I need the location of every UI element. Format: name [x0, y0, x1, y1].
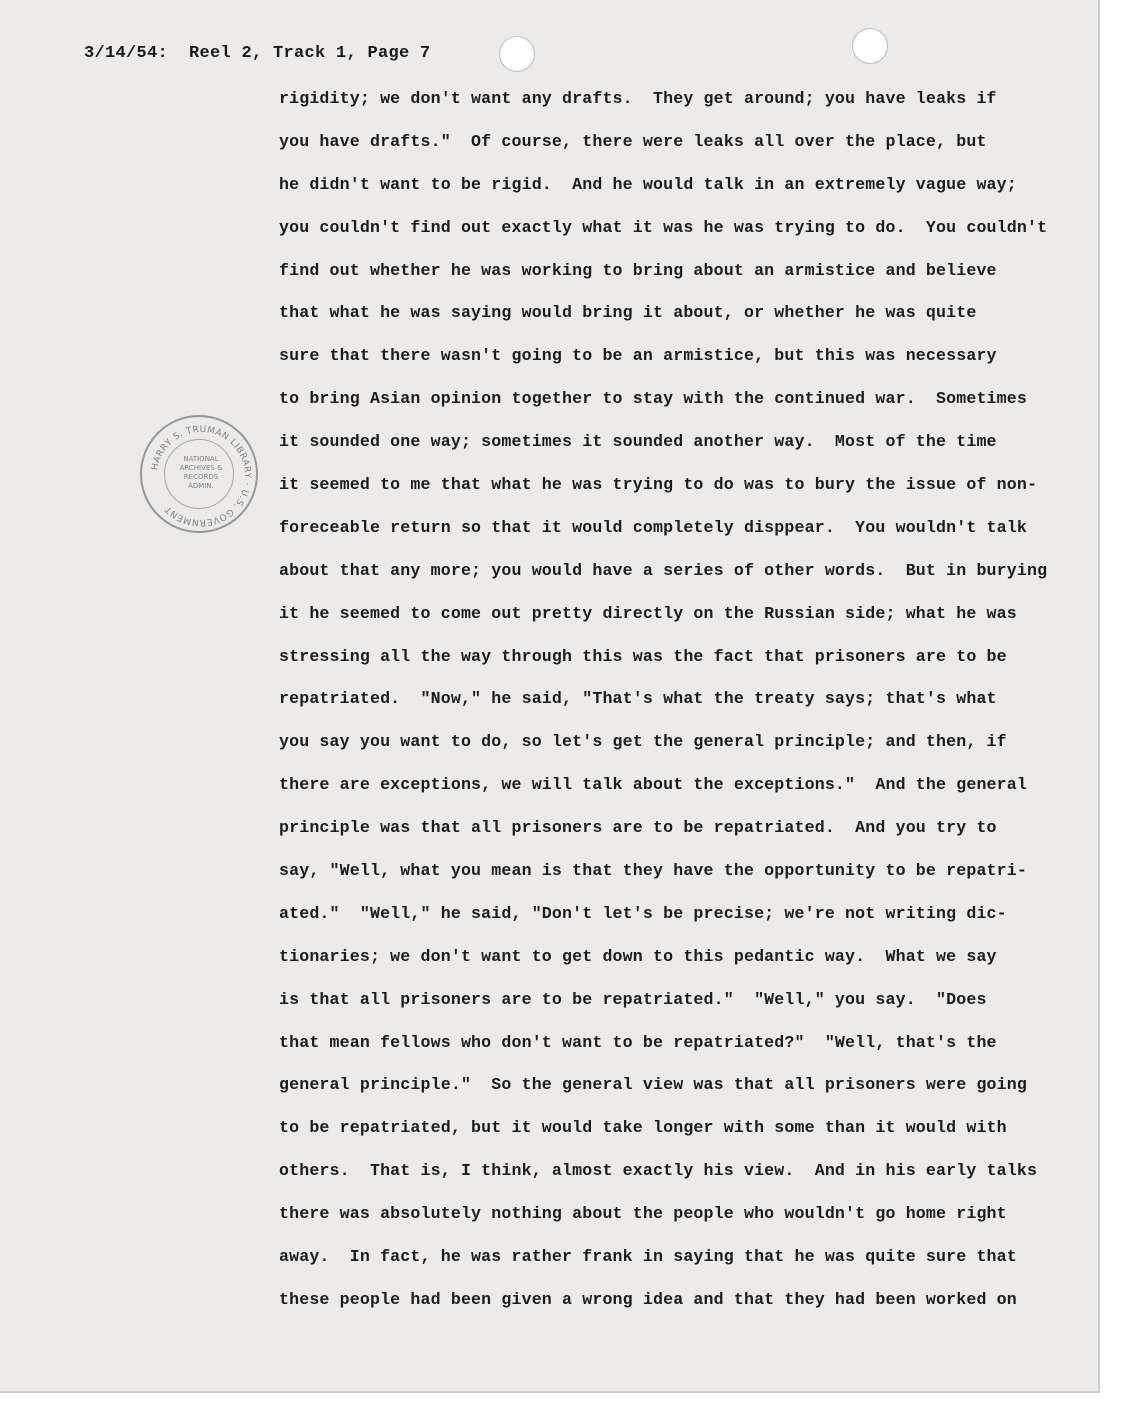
transcript-line: away. In fact, he was rather frank in saying that he was quite sure that: [279, 1247, 1017, 1267]
page-header: 3/14/54: Reel 2, Track 1, Page 7: [84, 44, 431, 63]
transcript-line: to be repatriated, but it would take longer with some than it would with: [279, 1118, 1007, 1138]
punch-hole-left: [499, 36, 535, 72]
transcript-line: is that all prisoners are to be repatriated." "Well," you say. "Does: [279, 989, 987, 1009]
transcript-line: you couldn't find out exactly what it was he was trying to do. You couldn't: [279, 217, 1048, 237]
transcript-line: foreceable return so that it would completely disppear. You wouldn't talk: [279, 517, 1027, 537]
transcript-body: [279, 84, 1047, 1328]
transcript-line: that mean fellows who don't want to be repatriated?" "Well, that's the: [279, 1032, 997, 1052]
transcript-line: these people had been given a wrong idea and that they had been worked on: [279, 1289, 1017, 1309]
transcript-line: that what he was saying would bring it about, or whether he was quite: [279, 303, 977, 323]
transcript-line: there was absolutely nothing about the people who wouldn't go home right: [279, 1204, 1007, 1224]
punch-hole-right: [852, 28, 888, 64]
transcript-line: sure that there wasn't going to be an armistice, but this was necessary: [279, 346, 997, 366]
transcript-line: ated." "Well," he said, "Don't let's be precise; we're not writing dic-: [279, 903, 1007, 923]
stamp-ring-text: HARRY S. TRUMAN LIBRARY · U.S. GOVERNMENT: [150, 424, 253, 528]
transcript-line: to bring Asian opinion together to stay with the continued war. Sometimes: [279, 389, 1027, 409]
transcript-line: find out whether he was working to bring about an armistice and believe: [279, 260, 997, 280]
transcript-line: principle was that all prisoners are to be repatriated. And you try to: [279, 818, 997, 838]
transcript-line: you have drafts." Of course, there were leaks all over the place, but: [279, 131, 987, 151]
transcript-line: you say you want to do, so let's get the general principle; and then, if: [279, 732, 1007, 752]
transcript-line: tionaries; we don't want to get down to this pedantic way. What we say: [279, 946, 997, 966]
truman-library-stamp: [140, 415, 258, 533]
transcript-line: general principle." So the general view was that all prisoners were going: [279, 1075, 1027, 1095]
transcript-line: others. That is, I think, almost exactly his view. And in his early talks: [279, 1161, 1038, 1181]
transcript-line: about that any more; you would have a series of other words. But in burying: [279, 560, 1048, 580]
transcript-line: say, "Well, what you mean is that they have the opportunity to be repatri-: [279, 861, 1027, 881]
transcript-line: repatriated. "Now," he said, "That's what the treaty says; that's what: [279, 689, 997, 709]
transcript-line: stressing all the way through this was the fact that prisoners are to be: [279, 646, 1007, 666]
stamp-center-text: NATIONAL ARCHIVES & RECORDS ADMIN.: [179, 455, 223, 490]
transcript-line: it sounded one way; sometimes it sounded another way. Most of the time: [279, 432, 997, 452]
transcript-line: there are exceptions, we will talk about the exceptions." And the general: [279, 775, 1027, 795]
transcript-line: it seemed to me that what he was trying to do was to bury the issue of non-: [279, 475, 1038, 495]
transcript-line: rigidity; we don't want any drafts. They get around; you have leaks if: [279, 89, 997, 108]
transcript-line: it he seemed to come out pretty directly on the Russian side; what he was: [279, 603, 1017, 623]
transcript-line: he didn't want to be rigid. And he would talk in an extremely vague way;: [279, 174, 1017, 194]
